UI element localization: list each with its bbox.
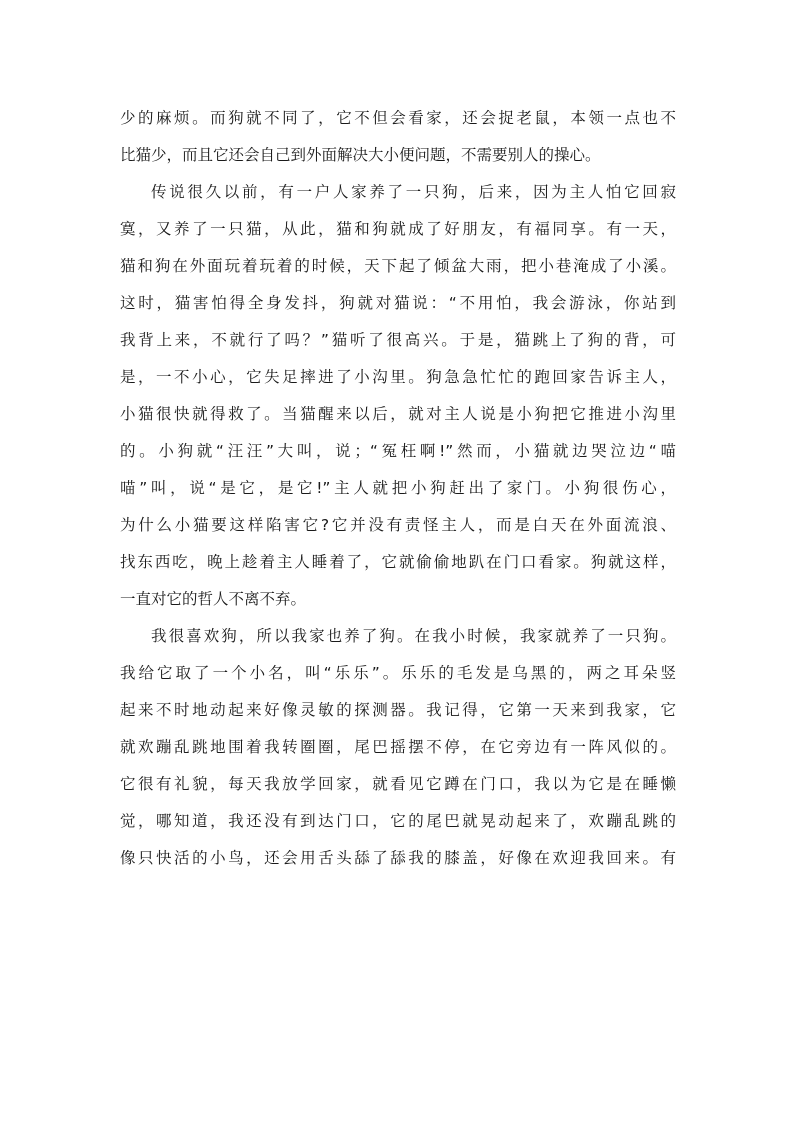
- text-line: 找东西吃，晚上趁着主人睡着了，它就偷偷地趴在门口看家。狗就这样，: [120, 553, 676, 571]
- text-line: 小猫很快就得救了。当猫醒来以后，就对主人说是小狗把它推进小沟里: [120, 405, 676, 423]
- text-line: 觉，哪知道，我还没有到达门口，它的尾巴就晃动起来了，欢蹦乱跳的: [120, 812, 676, 830]
- text-line: 为什么小猫要这样陷害它?它并没有责怪主人，而是白天在外面流浪、: [120, 516, 676, 534]
- text-line: 喵”叫，说“是它，是它!”主人就把小狗赶出了家门。小狗很伤心，: [120, 479, 676, 497]
- body-text: [120, 100, 676, 877]
- text-line: 的。小狗就“汪汪”大叫，说；“冤枉啊!”然而，小猫就边哭泣边“喵: [120, 442, 676, 460]
- text-line: 这时，猫害怕得全身发抖，狗就对猫说：“不用怕，我会游泳，你站到: [120, 294, 676, 312]
- text-line: 一直对它的哲人不离不弃。: [120, 590, 307, 608]
- text-line: 寞，又养了一只猫，从此，猫和狗就成了好朋友，有福同享。有一天，: [120, 220, 676, 238]
- text-line: 我很喜欢狗，所以我家也养了狗。在我小时候，我家就养了一只狗。: [151, 627, 676, 645]
- text-line: 是，一不小心，它失足摔进了小沟里。狗急急忙忙的跑回家告诉主人，: [120, 368, 676, 386]
- text-line: 少的麻烦。而狗就不同了，它不但会看家，还会捉老鼠，本领一点也不: [120, 109, 676, 127]
- text-line: 我给它取了一个小名，叫“乐乐”。乐乐的毛发是乌黑的，两之耳朵竖: [120, 664, 676, 682]
- text-line: 就欢蹦乱跳地围着我转圈圈，尾巴摇摆不停，在它旁边有一阵风似的。: [120, 738, 676, 756]
- text-line: 传说很久以前，有一户人家养了一只狗，后来，因为主人怕它回寂: [151, 183, 676, 201]
- text-line: 我背上来，不就行了吗？”猫听了很高兴。于是，猫跳上了狗的背，可: [120, 331, 676, 349]
- text-line: 起来不时地动起来好像灵敏的探测器。我记得，它第一天来到我家，它: [120, 701, 676, 719]
- text-line: 比猫少，而且它还会自己到外面解决大小便问题，不需要别人的操心。: [120, 146, 601, 164]
- text-line: 猫和狗在外面玩着玩着的时候，天下起了倾盆大雨，把小巷淹成了小溪。: [120, 257, 676, 275]
- text-line: 它很有礼貌，每天我放学回家，就看见它蹲在门口，我以为它是在睡懒: [120, 775, 676, 793]
- text-line: 像只快活的小鸟，还会用舌头舔了舔我的膝盖，好像在欢迎我回来。有: [120, 849, 676, 867]
